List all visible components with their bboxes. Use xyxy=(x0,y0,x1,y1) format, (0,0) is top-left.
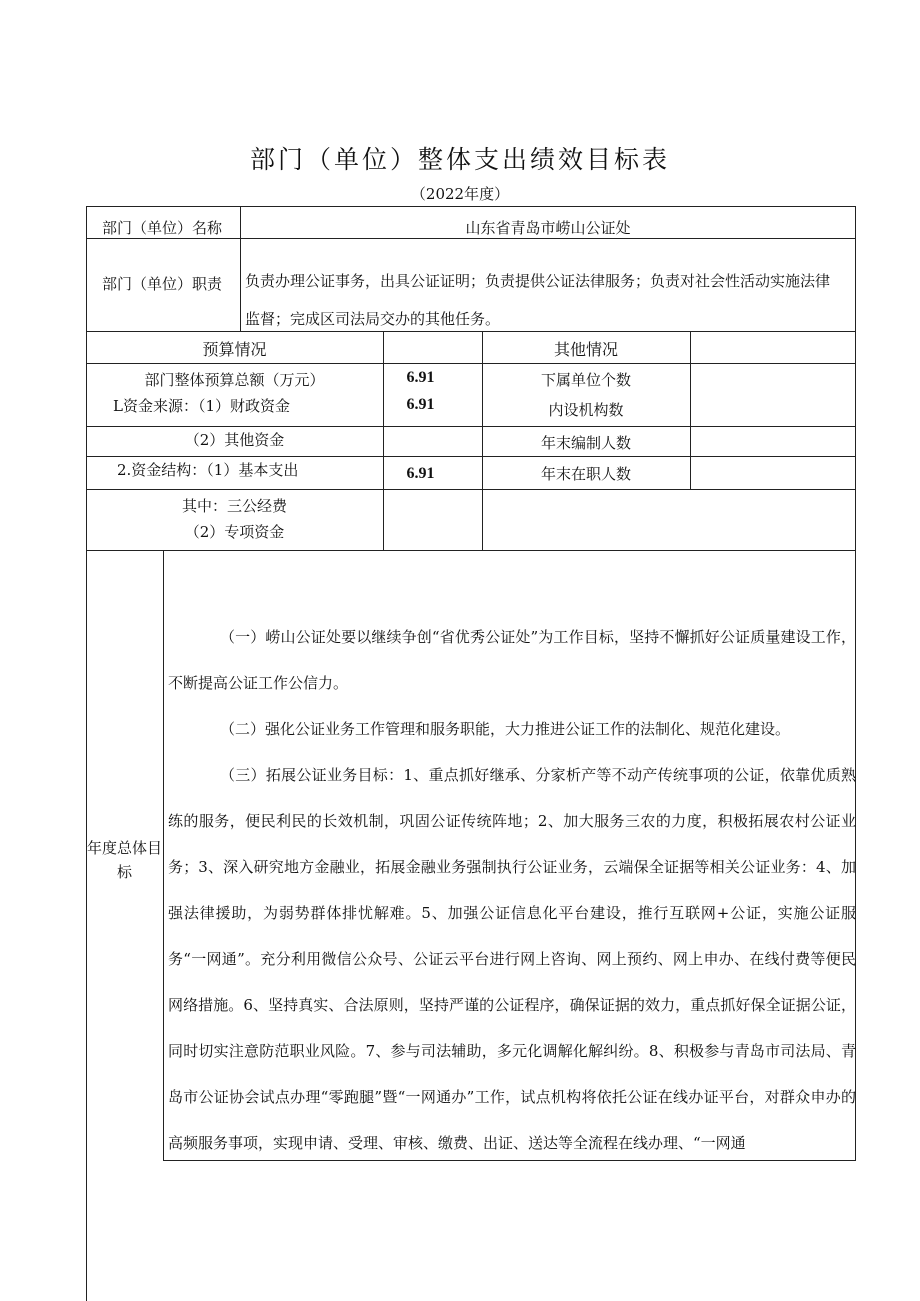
other-header: 其他情况 xyxy=(553,340,618,359)
unit-duty-value: 负责办理公证事务，出具公证证明；负责提供公证法律服务；负责对社会性活动实施法律监督；完成区司法局交办的其他任务。 xyxy=(245,272,831,328)
goal-paragraph: （一）崂山公证处要以继续争创“省优秀公证处”为工作目标，坚持不懈抓好公证质量建设工作，不断提高公证工作公信力。 xyxy=(168,628,856,692)
budget-row-label: 部门整体预算总额（万元） xyxy=(144,371,325,389)
budget-row-label: 其中：三公经费 xyxy=(181,497,287,515)
budget-row-label: （2）专项资金 xyxy=(184,523,285,541)
unit-name-value: 山东省青岛市崂山公证处 xyxy=(465,219,631,237)
budget-row-label: L资金来源：（1）财政资金 xyxy=(113,397,291,415)
goal-paragraph: （二）强化公证业务工作管理和服务职能，大力推进公证工作的法制化、规范化建设。 xyxy=(220,720,791,738)
budget-header: 预算情况 xyxy=(202,340,267,359)
goals-content xyxy=(168,614,856,1166)
other-row-label: 年末在职人数 xyxy=(540,465,631,483)
unit-name-label: 部门（单位）名称 xyxy=(102,219,223,237)
other-row-label: 年末编制人数 xyxy=(540,434,631,452)
goals-label: 年度总体目标 xyxy=(86,839,162,881)
unit-duty-label: 部门（单位）职责 xyxy=(102,275,223,293)
budget-row-value: 6.91 xyxy=(406,465,435,482)
budget-row-label: （2）其他资金 xyxy=(184,431,285,449)
goal-paragraph: （三）拓展公证业务目标：1、重点抓好继承、分家析产等不动产传统事项的公证，依靠优质熟练的服务，便民利民的长效机制，巩固公证传统阵地；2、加大服务三农的力度，积极拓展农村公证业务；3、深入研究地方金融业，拓展金融业务强制执行公证业务，云端保全证据等相关公证业务：4、加强法律援助，为弱势群体排忧解难。5、加强公证信息化平台建设，推行互联网+公证，实施公证服务“一网通”。充分利用微信公众号、公证云平台进行网上咨询、网上预约、网上申办、在线付费等便民网络措施。6、坚持真实、合法原则，坚持严谨的公证程序，确保证据的效力，重点抓好保全证据公证，同时切实注意防范职业风险。7、参与司法辅助，多元化调解化解纠纷。8、积极参与青岛市司法局、青岛市公证协会试点办理“零跑腿”暨“一网通办”工作，试点机构将依托公证在线办证平台，对群众申办的高频服务事项，实现申请、受理、审核、缴费、出证、送达等全流程在线办理、“一网通 xyxy=(168,766,856,1152)
other-row-label: 内设机构数 xyxy=(548,401,624,419)
budget-row-value: 6.91 xyxy=(406,396,435,413)
page-subtitle: （2022年度） xyxy=(410,185,510,203)
budget-row-value: 6.91 xyxy=(406,369,435,386)
budget-row-label: 2.资金结构：（1）基本支出 xyxy=(117,461,299,479)
page-title: 部门（单位）整体支出绩效目标表 xyxy=(249,145,670,174)
other-row-label: 下属单位个数 xyxy=(540,371,631,389)
